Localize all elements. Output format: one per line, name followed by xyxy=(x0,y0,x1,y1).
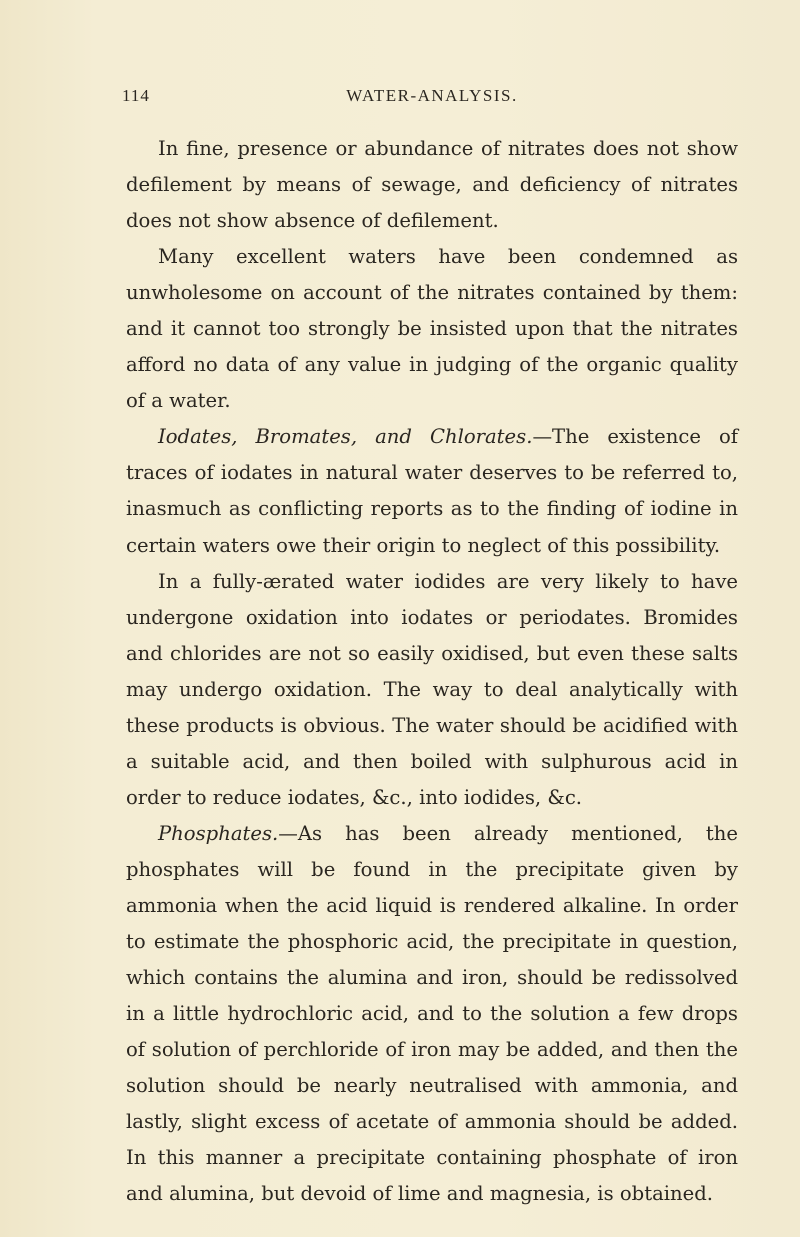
page-number: 114 xyxy=(122,86,150,105)
running-title: WATER-ANALYSIS. xyxy=(346,86,518,105)
paragraph-text: —The existence of traces of iodates in natural water deserves to be referred to, inasmuch as conflicting reports as to the finding of iodine in certain waters owe their origin to neglect of this possibility. xyxy=(126,425,739,557)
body-text xyxy=(126,131,738,1212)
paragraph-nitrates-fine xyxy=(126,131,738,239)
section-heading-iodates: Iodates, Bromates, and Chlorates. xyxy=(158,425,533,449)
paragraph-iodates xyxy=(126,419,738,563)
paragraph-phosphates xyxy=(126,816,738,1213)
paragraph-text: In a fully-ærated water iodides are very likely to have undergone oxidation into iodates or periodates. Bromides and chlorides are not so easily oxidised, but even these salts may undergo oxidation. The way to deal analytically with these products is obvious. The water should be acidified with a suitable acid, and then boiled with sulphurous acid in order to reduce iodates, &c., into iodides, &c. xyxy=(126,569,738,809)
section-heading-phosphates: Phosphates. xyxy=(158,821,279,845)
paragraph-text: —As has been already mentioned, the phosphates will be found in the precipitate given by ammonia when the acid liquid is rendered alkaline. In order to estimate the phosphoric acid, the precipitate in question, which contains the alumina and iron, should be redissolved in a little hydrochloric acid, and to the solution a few drops of solution of perchloride of iron may be added, and then the solution should be nearly neutralised with ammonia, and lastly, slight excess of acetate of ammonia should be added. In this manner a precipitate containing phosphate of iron and alumina, but devoid of lime and magnesia, is obtained. xyxy=(126,821,738,1206)
paragraph-aerated-water xyxy=(126,564,738,816)
running-head xyxy=(122,86,742,110)
paragraph-nitrates-condemned xyxy=(126,239,738,419)
paragraph-text: In fine, presence or abundance of nitrates does not show defilement by means of sewage, and deficiency of nitrates does not show absence of defilement. xyxy=(126,137,738,233)
paragraph-text: Many excellent waters have been condemned as unwholesome on account of the nitrates contained by them: and it cannot too strongly be insisted upon that the nitrates afford no data of any value in judging of the organic quality of a water. xyxy=(126,245,738,413)
